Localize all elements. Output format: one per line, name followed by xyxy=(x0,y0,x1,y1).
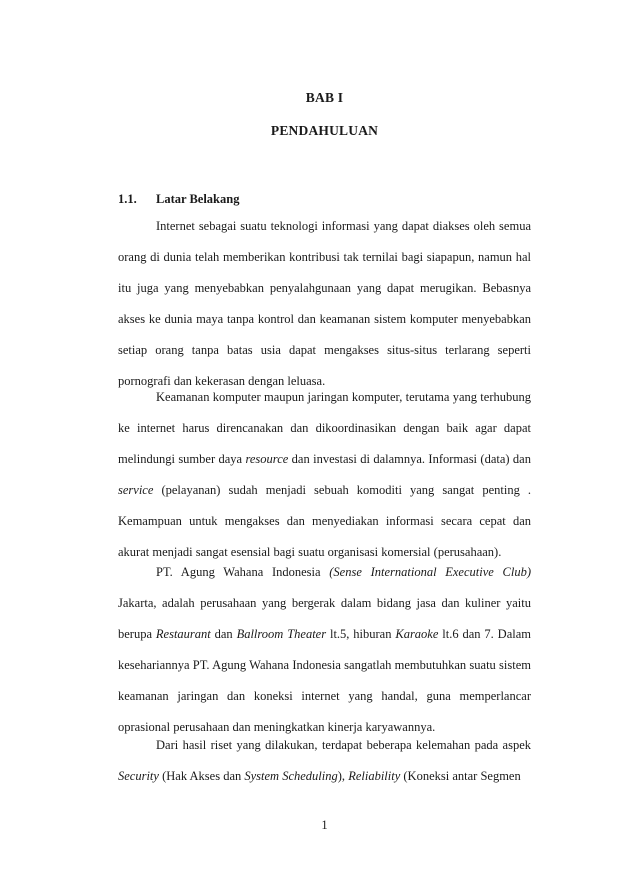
section-heading xyxy=(118,192,240,207)
paragraph-3: PT. Agung Wahana Indonesia (Sense International Executive Club) Jakarta, adalah perusahaan yang bergerak dalam bidang jasa dan kuliner yaitu berupa Restaurant dan Ballroom Theater lt.5, hiburan Karaoke lt.6 dan 7. Dalam kesehariannya PT. Agung Wahana Indonesia sangatlah membutuhkan suatu sistem keamanan jaringan dan koneksi internet yang handal, guna memperlancar oprasional perusahaan dan meningkatkan kinerja karyawannya. xyxy=(118,565,531,734)
chapter-title: PENDAHULUAN xyxy=(270,123,379,138)
page-number: 1 xyxy=(321,818,328,832)
section-number: 1.1. xyxy=(118,192,137,206)
paragraph-1: Internet sebagai suatu teknologi informasi yang dapat diakses oleh semua orang di dunia telah memberikan kontribusi tak ternilai bagi siapapun, namun hal itu juga yang menyebabkan penyalahgunaan yang dapat merugikan. Bebasnya akses ke dunia maya tanpa kontrol dan keamanan sistem komputer menyebabkan setiap orang tanpa batas usia dapat mengakses situs-situs terlarang seperti pornografi dan kekerasan dengan leluasa. xyxy=(118,219,531,388)
chapter-label: BAB I xyxy=(305,90,344,105)
section-title: Latar Belakang xyxy=(156,192,240,206)
paragraph-2: Keamanan komputer maupun jaringan komputer, terutama yang terhubung ke internet harus direncanakan dan dikoordinasikan dengan baik agar dapat melindungi sumber daya resource dan investasi di dalamnya. Informasi (data) dan service (pelayanan) sudah menjadi sebuah komoditi yang sangat penting . Kemampuan untuk mengakses dan menyediakan informasi secara cepat dan akurat menjadi sangat esensial bagi suatu organisasi komersial (perusahaan). xyxy=(118,390,531,559)
paragraph-4: Dari hasil riset yang dilakukan, terdapat beberapa kelemahan pada aspek Security (Hak Akses dan System Scheduling), Reliability (Koneksi antar Segmen xyxy=(118,738,531,783)
